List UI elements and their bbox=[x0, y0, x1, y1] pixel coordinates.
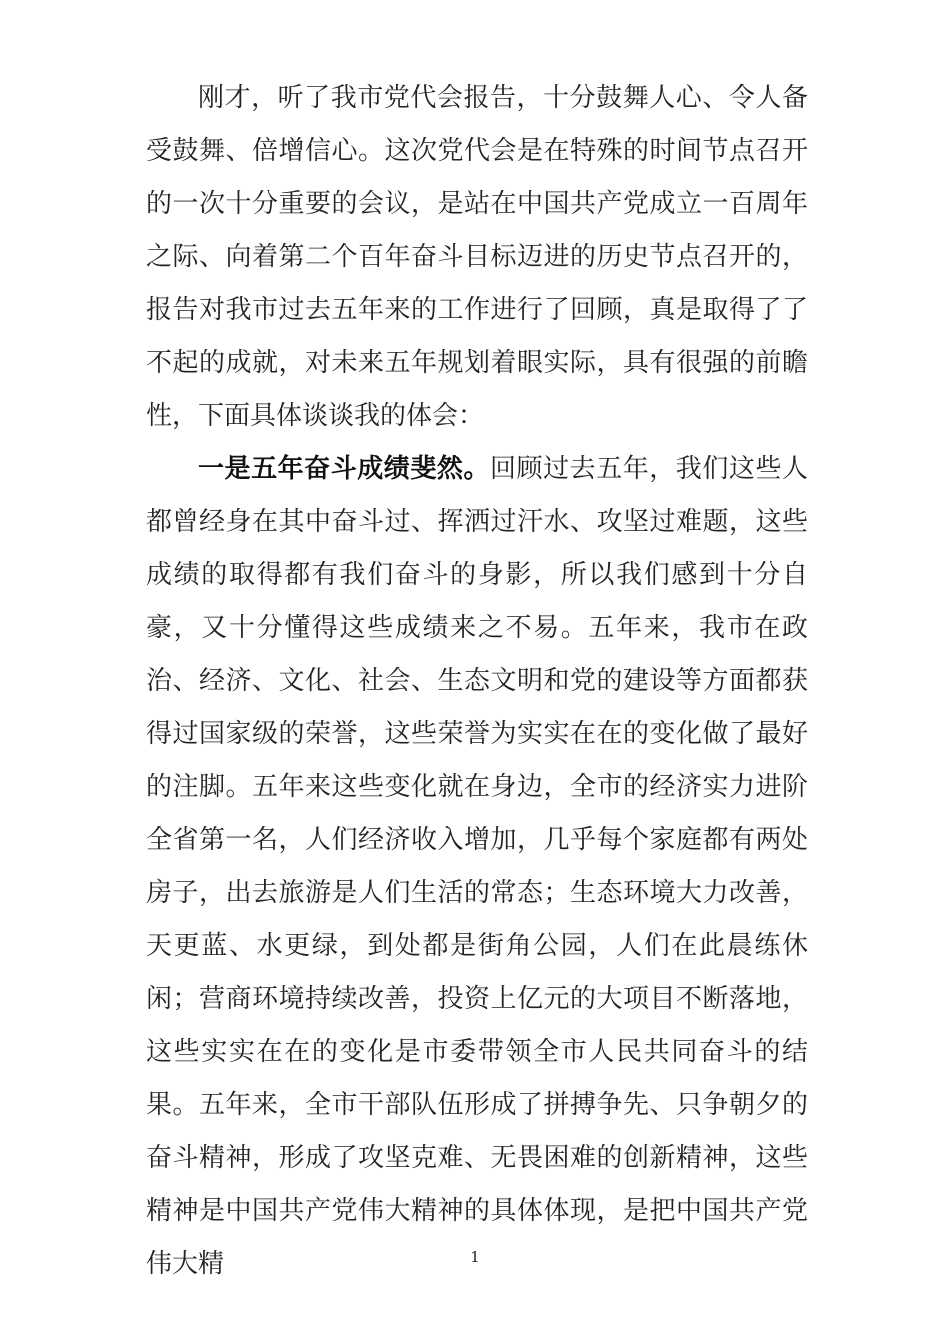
body-text bbox=[146, 72, 808, 1291]
paragraph-point-one bbox=[146, 443, 808, 1291]
paragraph-lead: 一是五年奋斗成绩斐然。 bbox=[198, 454, 490, 484]
paragraph-text: 刚才，听了我市党代会报告，十分鼓舞人心、令人备受鼓舞、倍增信心。这次党代会是在特殊的时间节点召开的一次十分重要的会议，是站在中国共产党成立一百周年之际、向着第二个百年奋斗目标迈进的历史节点召开的，报告对我市过去五年来的工作进行了回顾，真是取得了了不起的成就，对未来五年规划着眼实际，具有很强的前瞻性，下面具体谈谈我的体会： bbox=[146, 83, 808, 431]
paragraph-intro bbox=[146, 72, 808, 443]
page-number: 1 bbox=[470, 1248, 480, 1266]
paragraph-text: 回顾过去五年，我们这些人都曾经身在其中奋斗过、挥洒过汗水、攻坚过难题，这些成绩的取得都有我们奋斗的身影，所以我们感到十分自豪，又十分懂得这些成绩来之不易。五年来，我市在政治、经济、文化、社会、生态文明和党的建设等方面都获得过国家级的荣誉，这些荣誉为实实在在的变化做了最好的注脚。五年来这些变化就在身边，全市的经济实力进阶全省第一名，人们经济收入增加，几乎每个家庭都有两处房子，出去旅游是人们生活的常态；生态环境大力改善，天更蓝、水更绿，到处都是街角公园，人们在此晨练休闲；营商环境持续改善，投资上亿元的大项目不断落地，这些实实在在的变化是市委带领全市人民共同奋斗的结果。五年来，全市干部队伍形成了拼搏争先、只争朝夕的奋斗精神，形成了攻坚克难、无畏困难的创新精神，这些精神是中国共产党伟大精神的具体体现，是把中国共产党伟大精 bbox=[146, 454, 808, 1279]
